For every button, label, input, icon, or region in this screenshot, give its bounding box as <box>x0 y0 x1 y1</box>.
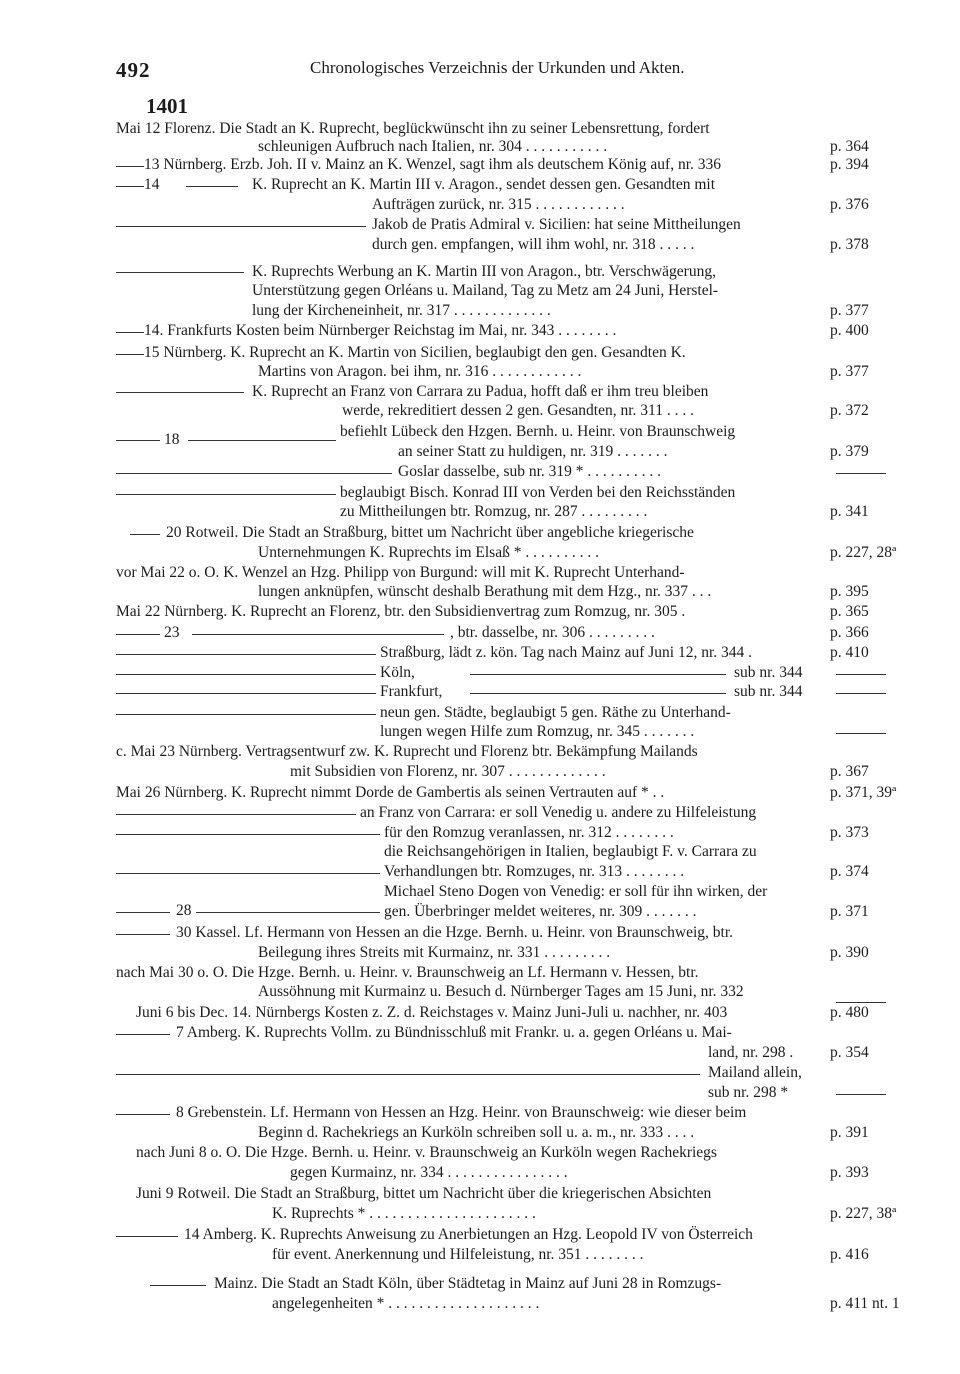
entry-line: für den Romzug veranlassen, nr. 312 . . . . . . . . <box>384 824 674 841</box>
ditto-dash <box>116 166 144 167</box>
entry-line: K. Ruprecht an Franz von Carrara zu Padua, hofft daß er ihm treu bleiben <box>252 383 709 400</box>
entry-line: neun gen. Städte, beglaubigt 5 gen. Räthe zu Unterhand- <box>380 704 731 721</box>
entry-line: 14. Frankfurts Kosten beim Nürnberger Reichstag im Mai, nr. 343 . . . . . . . . <box>144 322 617 339</box>
page-reference: p. 394 <box>830 156 869 173</box>
entry-line: Beilegung ihres Streits mit Kurmainz, nr. 331 . . . . . . . . . <box>258 944 611 961</box>
entry-line: die Reichsangehörigen in Italien, beglaubigt F. v. Carrara zu <box>384 843 757 860</box>
entry-line: zu Mittheilungen btr. Romzug, nr. 287 . . . . . . . . . <box>340 503 648 520</box>
entry-line: an Franz von Carrara: er soll Venedig u. andere zu Hilfeleistung <box>360 804 757 821</box>
entry-line: 7 Amberg. K. Ruprechts Vollm. zu Bündnisschluß mit Frankr. u. a. gegen Orléans u. Mai- <box>176 1024 732 1041</box>
entry-line: lungen anknüpfen, wünscht deshalb Berathung mit dem Hzg., nr. 337 . . . <box>258 583 712 600</box>
ditto-dash <box>116 873 380 874</box>
ditto-dash <box>116 1034 170 1035</box>
page-reference: p. 379 <box>830 443 869 460</box>
ditto-dash <box>116 272 244 273</box>
page-reference: p. 480 <box>830 1004 869 1021</box>
page-reference: p. 390 <box>830 944 869 961</box>
ditto-dash <box>196 912 380 913</box>
ditto-dash <box>186 186 238 187</box>
ditto-dash <box>116 186 144 187</box>
page-ditto-dash <box>836 693 886 694</box>
entry-line: angelegenheiten * . . . . . . . . . . . . . . . . . . . . <box>272 1295 540 1312</box>
page-reference: p. 371 <box>830 903 869 920</box>
entry-line: c. Mai 23 Nürnberg. Vertragsentwurf zw. K. Ruprecht und Florenz btr. Bekämpfung Mailands <box>116 743 698 760</box>
page-number: 492 <box>116 58 151 82</box>
entry-line: K. Ruprecht an K. Martin III v. Aragon., sendet dessen gen. Gesandten mit <box>252 176 716 193</box>
page-reference: p. 371, 39ª <box>830 784 897 801</box>
entry-line: befiehlt Lübeck den Hzgen. Bernh. u. Heinr. von Braunschweig <box>340 423 736 440</box>
ditto-dash <box>116 1114 170 1115</box>
page-reference: p. 374 <box>830 863 869 880</box>
ditto-dash <box>116 354 144 355</box>
entry-line: 23 <box>164 624 180 641</box>
page-reference: p. 377 <box>830 363 869 380</box>
entry-line: Mai 22 Nürnberg. K. Ruprecht an Florenz, btr. den Subsidienvertrag zum Romzug, nr. 305 . <box>116 603 686 620</box>
entry-line: gen. Überbringer meldet weiteres, nr. 309 . . . . . . . <box>384 903 697 920</box>
page-reference: p. 367 <box>830 763 869 780</box>
entry-line: werde, rekreditiert dessen 2 gen. Gesandten, nr. 311 . . . . <box>342 402 694 419</box>
page-reference: p. 411 nt. 1 <box>830 1295 900 1312</box>
entry-line: Michael Steno Dogen von Venedig: er soll für ihn wirken, der <box>384 883 768 900</box>
ditto-dash <box>116 654 376 655</box>
entry-line: 8 Grebenstein. Lf. Hermann von Hessen an Hzg. Heinr. von Braunschweig: wie dieser beim <box>176 1104 747 1121</box>
entry-line: Köln, <box>380 664 415 681</box>
ditto-dash <box>470 674 726 675</box>
year-heading: 1401 <box>146 94 188 118</box>
entry-line: Beginn d. Rachekriegs an Kurköln schreiben soll u. a. m., nr. 333 . . . . <box>258 1124 695 1141</box>
page-ditto-dash <box>836 473 886 474</box>
entry-line: 15 Nürnberg. K. Ruprecht an K. Martin von Sicilien, beglaubigt den gen. Gesandten K. <box>144 344 686 361</box>
page-reference: p. 378 <box>830 236 869 253</box>
page-ditto-dash <box>836 674 886 675</box>
ditto-dash <box>116 473 392 474</box>
entry-line: Mainz. Die Stadt an Stadt Köln, über Städtetag in Mainz auf Juni 28 in Romzugs- <box>214 1275 722 1292</box>
entry-line: sub nr. 344 <box>734 683 803 700</box>
ditto-dash <box>116 332 144 333</box>
page-reference: p. 366 <box>830 624 869 641</box>
ditto-dash <box>116 392 244 393</box>
entry-line: 28 <box>176 902 192 919</box>
entry-line: Mailand allein, <box>708 1064 802 1081</box>
entry-line: Jakob de Pratis Admiral v. Sicilien: hat seine Mittheilungen <box>372 216 741 233</box>
entry-line: durch gen. empfangen, will ihm wohl, nr. 318 . . . . . <box>372 236 695 253</box>
entry-line: 20 Rotweil. Die Stadt an Straßburg, bittet um Nachricht über angebliche kriegerische <box>166 524 694 541</box>
page-reference: p. 410 <box>830 644 869 661</box>
entry-line: K. Ruprechts * . . . . . . . . . . . . . . . . . . . . . . <box>272 1205 536 1222</box>
page-reference: p. 341 <box>830 503 869 520</box>
ditto-dash <box>116 440 160 441</box>
entry-line: 14 Amberg. K. Ruprechts Anweisung zu Anerbietungen an Hzg. Leopold IV von Österreich <box>184 1226 753 1243</box>
entry-line: Mai 26 Nürnberg. K. Ruprecht nimmt Dorde de Gambertis als seinen Vertrauten auf * . . <box>116 784 665 801</box>
entry-line: mit Subsidien von Florenz, nr. 307 . . . . . . . . . . . . . <box>290 763 606 780</box>
ditto-dash <box>192 634 444 635</box>
entry-line: Mai 12 Florenz. Die Stadt an K. Ruprecht, beglückwünscht ihn zu seiner Lebensrettung, fordert <box>116 120 710 137</box>
entry-line: Juni 6 bis Dec. 14. Nürnbergs Kosten z. Z. d. Reichstages v. Mainz Juni-Juli u. nachher, nr. 403 <box>136 1004 728 1021</box>
page-reference: p. 377 <box>830 302 869 319</box>
entry-line: 13 Nürnberg. Erzb. Joh. II v. Mainz an K. Wenzel, sagt ihm als deutschem König auf, nr. 336 <box>144 156 722 173</box>
entry-line: sub nr. 298 * <box>708 1084 789 1101</box>
page-ditto-dash <box>836 1094 886 1095</box>
running-title: Chronologisches Verzeichnis der Urkunden und Akten. <box>310 58 685 77</box>
entry-line: Verhandlungen btr. Romzuges, nr. 313 . . . . . . . . <box>384 863 685 880</box>
entry-line: nach Juni 8 o. O. Die Hzge. Bernh. u. Heinr. v. Braunschweig an Kurköln wegen Rachekriegs <box>136 1144 717 1161</box>
page-reference: p. 395 <box>830 583 869 600</box>
page-reference: p. 376 <box>830 196 869 213</box>
ditto-dash <box>116 674 376 675</box>
ditto-dash <box>116 814 356 815</box>
ditto-dash <box>116 494 336 495</box>
page-reference: p. 416 <box>830 1246 869 1263</box>
entry-line: K. Ruprechts Werbung an K. Martin III von Aragon., btr. Verschwägerung, <box>252 263 716 280</box>
page-reference: p. 227, 38ª <box>830 1205 897 1222</box>
entry-line: für event. Anerkennung und Hilfeleistung, nr. 351 . . . . . . . . <box>272 1246 644 1263</box>
page-reference: p. 391 <box>830 1124 869 1141</box>
entry-line: Straßburg, lädt z. kön. Tag nach Mainz auf Juni 12, nr. 344 . <box>380 644 752 661</box>
entry-line: Aussöhnung mit Kurmainz u. Besuch d. Nürnberger Tages am 15 Juni, nr. 332 <box>258 983 744 1000</box>
entry-line: vor Mai 22 o. O. K. Wenzel an Hzg. Philipp von Burgund: will mit K. Ruprecht Unterhand- <box>116 564 685 581</box>
page-reference: p. 354 <box>830 1044 869 1061</box>
ditto-dash <box>116 634 160 635</box>
entry-line: gegen Kurmainz, nr. 334 . . . . . . . . . . . . . . . . <box>290 1164 568 1181</box>
entry-line: nach Mai 30 o. O. Die Hzge. Bernh. u. Heinr. v. Braunschweig an Lf. Hermann v. Hessen, btr. <box>116 964 699 981</box>
ditto-dash <box>470 693 726 694</box>
entry-line: Frankfurt, <box>380 683 443 700</box>
page-reference: p. 227, 28ª <box>830 544 897 561</box>
entry-line: schleunigen Aufbruch nach Italien, nr. 304 . . . . . . . . . . . <box>258 138 608 155</box>
ditto-dash <box>116 693 376 694</box>
page-reference: p. 373 <box>830 824 869 841</box>
ditto-dash <box>116 226 366 227</box>
page-reference: p. 372 <box>830 402 869 419</box>
ditto-dash <box>116 834 380 835</box>
entry-line: Juni 9 Rotweil. Die Stadt an Straßburg, bittet um Nachricht über die kriegerischen Absichten <box>136 1185 712 1202</box>
entry-line: sub nr. 344 <box>734 664 803 681</box>
entry-line: land, nr. 298 . <box>708 1044 794 1061</box>
ditto-dash <box>130 534 160 535</box>
entry-line: 18 <box>164 431 180 448</box>
entry-line: , btr. dasselbe, nr. 306 . . . . . . . . . <box>450 624 655 641</box>
entry-line: lung der Kircheneinheit, nr. 317 . . . . . . . . . . . . . <box>252 302 551 319</box>
page-reference: p. 400 <box>830 322 869 339</box>
entry-line: lungen wegen Hilfe zum Romzug, nr. 345 . . . . . . . <box>380 723 695 740</box>
ditto-dash <box>116 1074 700 1075</box>
page-reference: p. 393 <box>830 1164 869 1181</box>
ditto-dash <box>116 934 170 935</box>
ditto-dash <box>116 1236 178 1237</box>
entry-line: an seiner Statt zu huldigen, nr. 319 . . . . . . . <box>398 443 668 460</box>
ditto-dash <box>150 1285 206 1286</box>
entry-line: Aufträgen zurück, nr. 315 . . . . . . . . . . . . <box>372 196 625 213</box>
ditto-dash <box>116 714 376 715</box>
entry-line: Unterstützung gegen Orléans u. Mailand, Tag zu Metz am 24 Juni, Herstel- <box>252 282 719 299</box>
entry-line: Unternehmungen K. Ruprechts im Elsaß * . . . . . . . . . . <box>258 544 599 561</box>
entry-line: 30 Kassel. Lf. Hermann von Hessen an die Hzge. Bernh. u. Heinr. von Braunschweig, btr. <box>176 924 734 941</box>
entry-line: Martins von Aragon. bei ihm, nr. 316 . . . . . . . . . . . . <box>258 363 582 380</box>
entry-line: beglaubigt Bisch. Konrad III von Verden bei den Reichsständen <box>340 484 736 501</box>
ditto-dash <box>116 912 170 913</box>
page-ditto-dash <box>836 1002 886 1003</box>
entry-line: Goslar dasselbe, sub nr. 319 * . . . . . . . . . . <box>398 463 662 480</box>
page-ditto-dash <box>836 733 886 734</box>
entry-line: 14 <box>144 176 160 193</box>
ditto-dash <box>188 440 336 441</box>
page-reference: p. 365 <box>830 603 869 620</box>
page-reference: p. 364 <box>830 138 869 155</box>
